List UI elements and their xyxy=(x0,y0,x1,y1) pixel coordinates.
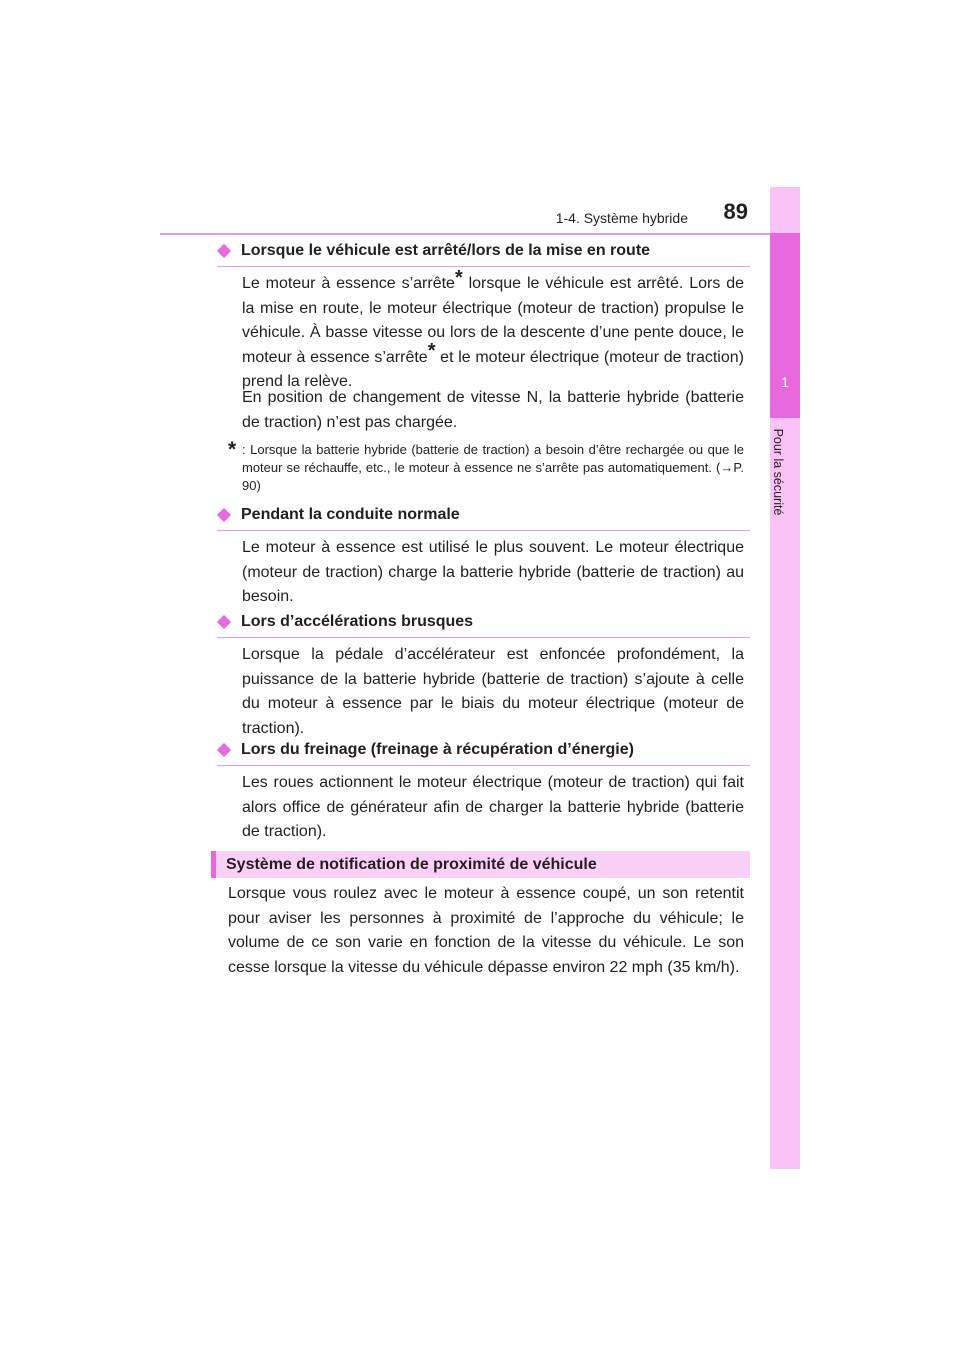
section-heading-text: Lors du freinage (freinage à récupération d’énergie) xyxy=(241,741,634,758)
paragraph-braking: Les roues actionnent le moteur électrique (moteur de traction) qui fait alors office de générateur afin de charger la batterie hybride (batterie de traction). xyxy=(242,774,744,840)
diamond-bullet-icon xyxy=(217,615,231,629)
footnote-star: * xyxy=(228,438,237,461)
section-heading-text: Pendant la conduite normale xyxy=(241,506,460,523)
paragraph-notification: Lorsque vous roulez avec le moteur à essence coupé, un son retentit pour aviser les personnes à proximité de l’approche du véhicule; le volume de ce son varie en fonction de la vitesse du véhicule. Le son cesse lorsque la vitesse du véhicule dépasse environ 22 mph (35 km/h). xyxy=(228,885,744,976)
diamond-bullet-icon xyxy=(217,508,231,522)
paragraph-normal-driving: Le moteur à essence est utilisé le plus souvent. Le moteur électrique (moteur de traction) charge la batterie hybride (batterie de traction) au besoin. xyxy=(242,539,744,605)
running-header-section: 1-4. Système hybride xyxy=(555,210,688,226)
chapter-number: 1 xyxy=(781,374,789,390)
paragraph-acceleration: Lorsque la pédale d’accélérateur est enfoncée profondément, la puissance de la batterie hybride (batterie de traction) s’ajoute à celle du moteur à essence par le biais du moteur électrique (moteur de traction). xyxy=(242,646,744,737)
paragraph-stopped: Le moteur à essence s’arrête* lorsque le véhicule est arrêté. Lors de la mise en route, le moteur électrique (moteur de traction) propulse le véhicule. À basse vitesse ou lors de la descente d’une pente douce, le moteur à essence s’arrête* et le moteur électrique (moteur de traction) prend la relève. xyxy=(242,266,744,390)
section-heading-text: Lors d’accélérations brusques xyxy=(241,613,474,630)
section-heading-stopped xyxy=(217,240,750,267)
notification-title-text: Système de notification de proximité de véhicule xyxy=(226,856,597,873)
footnote-marker: * xyxy=(427,340,436,363)
diamond-bullet-icon xyxy=(217,743,231,757)
section-heading-braking xyxy=(217,739,750,766)
footnote-text: : Lorsque la batterie hybride (batterie de traction) a besoin d’être rechargée ou que le moteur se réchauffe, etc., le moteur à essence ne s’arrête pas automatiquement. (→P. 90) xyxy=(242,442,744,493)
notification-section-title xyxy=(211,851,750,878)
diamond-bullet-icon xyxy=(217,244,231,258)
section-heading-text: Lorsque le véhicule est arrêté/lors de la mise en route xyxy=(241,242,651,259)
section-heading-acceleration xyxy=(217,611,750,638)
page-number: 89 xyxy=(723,199,748,224)
paragraph-neutral-position: En position de changement de vitesse N, la batterie hybride (batterie de traction) n’est pas chargée. xyxy=(242,389,744,431)
header-rule xyxy=(160,233,800,235)
footnote-marker: * xyxy=(454,266,463,289)
section-heading-normal-driving xyxy=(217,504,750,531)
chapter-label: Pour la sécurité xyxy=(771,428,785,516)
